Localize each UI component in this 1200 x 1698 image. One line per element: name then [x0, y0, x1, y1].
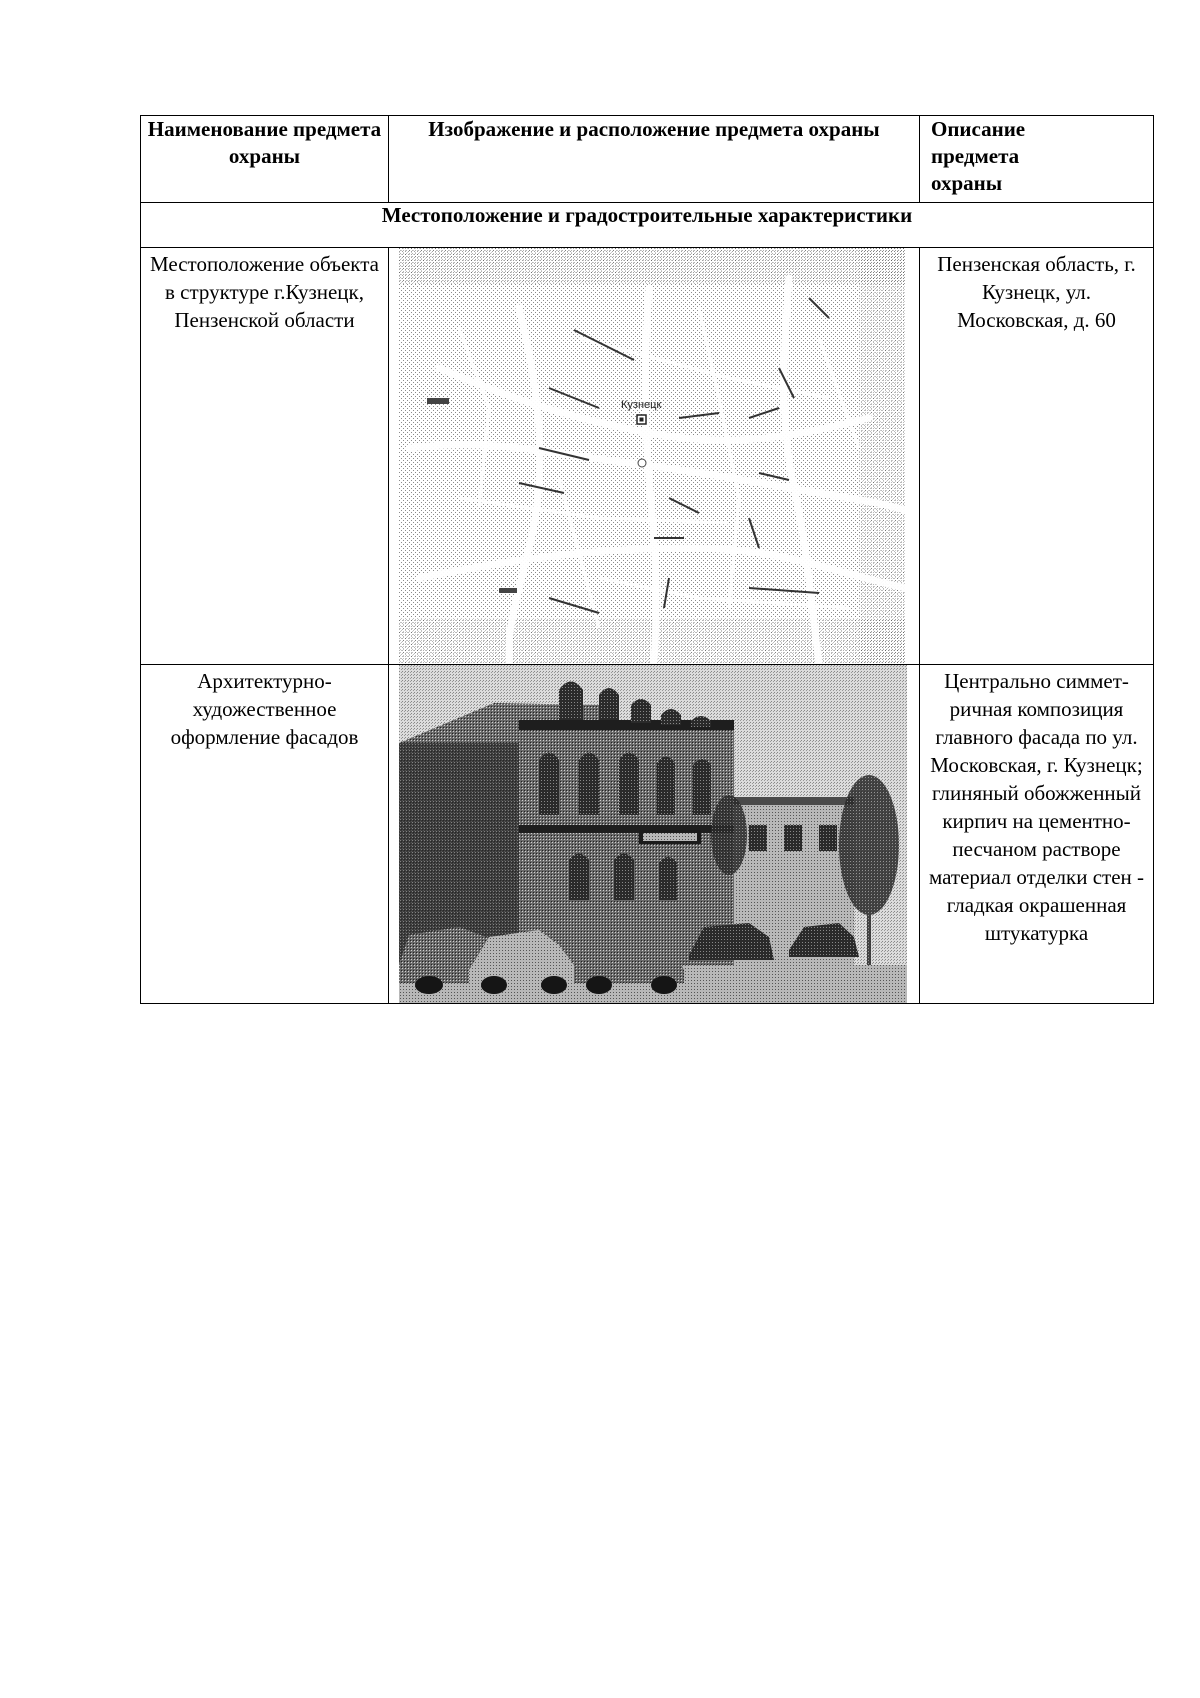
header-description-line-2: предмета: [931, 144, 1020, 168]
table-row: [141, 248, 1154, 665]
row-name: Архитектурно-художественное оформление фасадов: [170, 669, 359, 749]
facade-photo: [399, 665, 907, 1003]
row-description-cell: [920, 665, 1154, 1004]
row-description-cell: [920, 248, 1154, 665]
location-map: [399, 248, 905, 663]
row-name-cell: [141, 248, 389, 665]
header-name: Наименование предмета охраны: [141, 116, 389, 203]
header-description-line-1: Описание: [931, 117, 1026, 141]
photo-cell: [389, 665, 920, 1004]
building-main-facade: [519, 682, 734, 966]
table-header-row: [141, 116, 1154, 203]
header-description: [920, 116, 1154, 203]
protection-table: [140, 115, 1154, 1004]
section-title: Местоположение и градостроительные характеристики: [141, 203, 1154, 248]
header-description-line-3: охраны: [931, 171, 1003, 195]
row-description: Центрально симмет-ричная композиция главного фасада по ул. Московская, г. Кузнецк; глиняный обожженный кирпич на цементно-песчаном растворе материал отделки стен - гладкая окрашенная штукатурка: [929, 669, 1144, 945]
row-name: Местоположение объекта в структуре г.Кузнецк, Пензенской области: [149, 252, 379, 332]
row-name-cell: [141, 665, 389, 1004]
row-description: Пензенская область, г. Кузнецк, ул. Московская, д. 60: [937, 252, 1136, 332]
map-poi: [638, 459, 646, 467]
map-city-label: Кузнецк: [621, 399, 662, 411]
table-row: [141, 665, 1154, 1004]
header-image: Изображение и расположение предмета охраны: [389, 116, 920, 203]
map-route-badge: [427, 398, 449, 404]
map-cell: [389, 248, 920, 665]
section-row: [141, 203, 1154, 248]
map-route-badge: [499, 588, 517, 593]
